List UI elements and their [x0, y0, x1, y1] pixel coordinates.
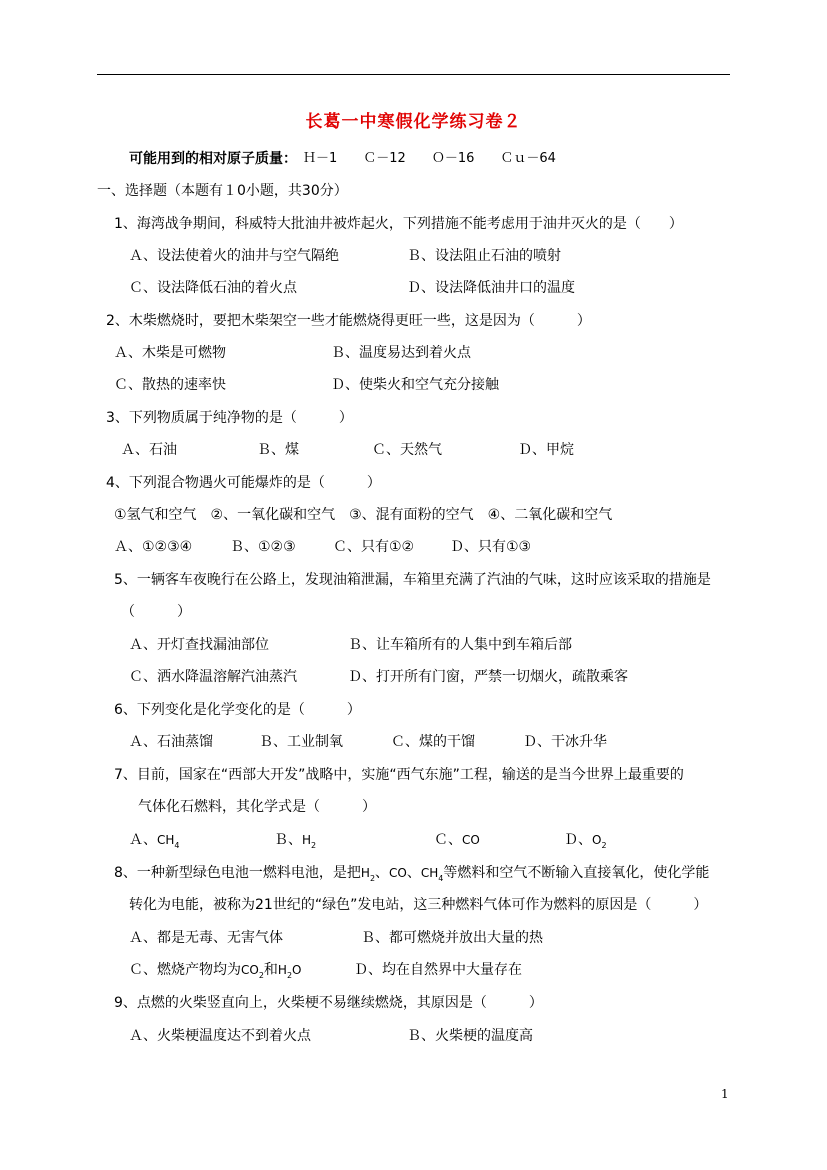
- question-7-stem: 7、目前，国家在“西部大开发”战略中，实施“西气东施”工程，输送的是当今世界上最重要的: [114, 767, 684, 783]
- section-heading: 一、选择题（本题有１0小题，共30分）: [97, 183, 348, 199]
- question-7-option-b: Ｂ、$H_2$: [274, 832, 317, 850]
- question-3-option-a: Ａ、石油: [121, 442, 177, 458]
- question-6-option-d: Ｄ、干冰升华: [523, 734, 607, 750]
- question-7-option-c: Ｃ、CO: [434, 832, 480, 848]
- question-2-stem: 2、木柴燃烧时，要把木柴架空一些才能燃烧得更旺一些，这是因为（ ）: [106, 313, 591, 329]
- question-4-items: ①氢气和空气 ②、一氧化碳和空气 ③、混有面粉的空气 ④、二氧化碳和空气: [114, 507, 613, 523]
- page-title: 长葛一中寒假化学练习卷２: [305, 112, 522, 132]
- question-4-option-a: Ａ、①②③④: [114, 539, 193, 555]
- question-4-option-c: Ｃ、只有①②: [333, 539, 415, 555]
- question-5-option-b: Ｂ、让车箱所有的人集中到车箱后部: [348, 637, 572, 653]
- question-1-option-b: Ｂ、设法阻止石油的喷射: [407, 248, 561, 264]
- question-4-option-b: Ｂ、①②③: [230, 539, 296, 555]
- question-4-option-d: Ｄ、只有①③: [450, 539, 532, 555]
- question-8-option-b: Ｂ、都可燃烧并放出大量的热: [361, 930, 543, 946]
- question-5-option-c: Ｃ、洒水降温溶解汽油蒸汽: [129, 669, 297, 685]
- question-2-option-c: Ｃ、散热的速率快: [114, 377, 226, 393]
- question-8-option-d: Ｄ、均在自然界中大量存在: [354, 962, 522, 978]
- atomic-mass-label: 可能用到的相对原子质量：: [129, 151, 297, 167]
- question-1-option-c: Ｃ、设法降低石油的着火点: [129, 280, 297, 296]
- question-5-stem-continued: （ ）: [121, 604, 191, 620]
- question-7-stem-continued: 气体化石燃料，其化学式是（ ）: [138, 799, 376, 815]
- page-number: 1: [721, 1087, 729, 1101]
- question-4-stem: 4、下列混合物遇火可能爆炸的是（ ）: [106, 475, 381, 491]
- question-7-option-a: Ａ、$CH_4$: [129, 832, 180, 850]
- question-3-stem: 3、下列物质属于纯净物的是（ ）: [106, 410, 353, 426]
- question-5-stem: 5、一辆客车夜晚行在公路上，发现油箱泄漏，车箱里充满了汽油的气味，这时应该采取的措施是: [114, 572, 711, 588]
- question-7-option-d: Ｄ、$O_2$: [564, 832, 607, 850]
- question-8-option-a: Ａ、都是无毒、无害气体: [129, 930, 283, 946]
- question-2-option-a: Ａ、木柴是可燃物: [114, 345, 226, 361]
- question-6-option-c: Ｃ、煤的干馏: [391, 734, 475, 750]
- question-3-option-d: Ｄ、甲烷: [518, 442, 574, 458]
- question-6-stem: 6、下列变化是化学变化的是（ ）: [114, 702, 361, 718]
- question-2-option-b: Ｂ、温度易达到着火点: [331, 345, 471, 361]
- question-1-option-d: Ｄ、设法降低油井口的温度: [407, 280, 575, 296]
- question-1-option-a: Ａ、设法使着火的油井与空气隔绝: [129, 248, 339, 264]
- question-6-option-b: Ｂ、工业制氧: [259, 734, 343, 750]
- question-2-option-d: Ｄ、使柴火和空气充分接触: [331, 377, 499, 393]
- question-9-option-a: Ａ、火柴梗温度达不到着火点: [129, 1028, 311, 1044]
- question-5-option-a: Ａ、开灯查找漏油部位: [129, 637, 269, 653]
- question-6-option-a: Ａ、石油蒸馏: [129, 734, 213, 750]
- question-9-option-b: Ｂ、火柴梗的温度高: [407, 1028, 533, 1044]
- question-1-stem: 1、海湾战争期间，科威特大批油井被炸起火，下列措施不能考虑用于油井灭火的是（ ）: [114, 216, 683, 232]
- question-3-option-b: Ｂ、煤: [257, 442, 299, 458]
- question-9-stem: 9、点燃的火柴竖直向上，火柴梗不易继续燃烧，其原因是（ ）: [114, 995, 543, 1011]
- atomic-mass-values: Ｈ－1 Ｃ－12 Ｏ－16 Ｃｕ－64: [303, 151, 556, 166]
- question-8-option-c: Ｃ、燃烧产物均为$CO_2$和$H_2O$: [129, 962, 302, 980]
- question-5-option-d: Ｄ、打开所有门窗，严禁一切烟火，疏散乘客: [348, 669, 628, 685]
- question-3-option-c: Ｃ、天然气: [372, 442, 442, 458]
- question-8-stem: 8、一种新型绿色电池一燃料电池，是把$H_2$、CO、$CH_4$等燃料和空气不断输入直接氧化，使化学能: [114, 865, 710, 883]
- question-8-stem-continued: 转化为电能，被称为21世纪的“绿色”发电站，这三种燃料气体可作为燃料的原因是（ ）: [129, 897, 708, 913]
- header-rule: [97, 74, 730, 75]
